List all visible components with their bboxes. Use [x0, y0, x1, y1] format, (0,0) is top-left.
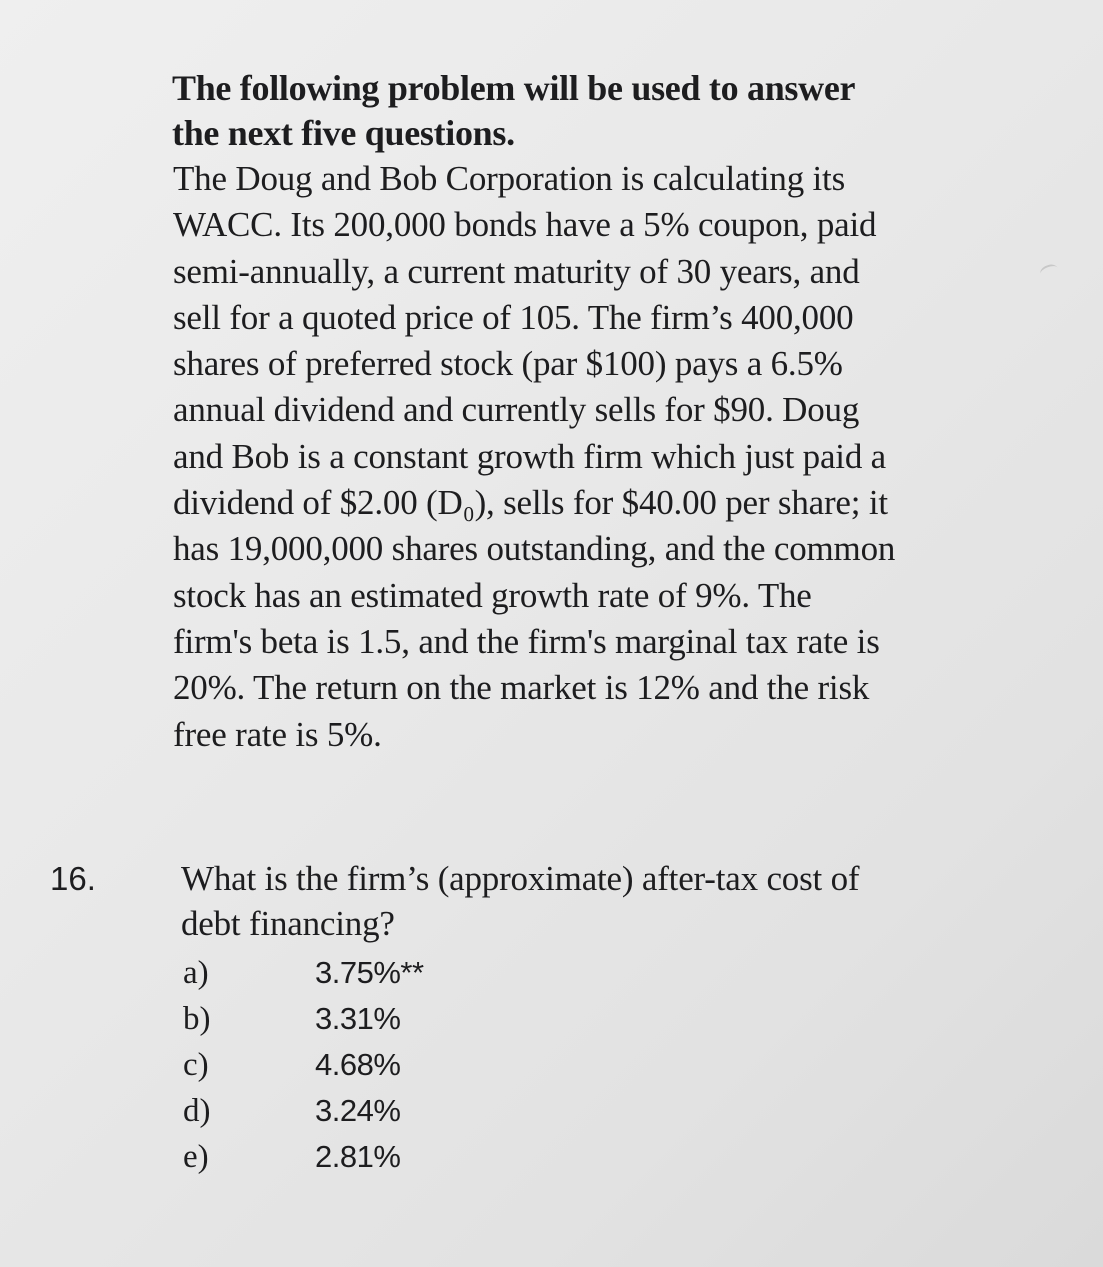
problem-line: annual dividend and currently sells for $90. Doug: [173, 390, 860, 430]
problem-line: free rate is 5%.: [173, 714, 382, 754]
answer-option-a: [183, 950, 583, 996]
problem-line: sell for a quoted price of 105. The firm’s 400,000: [173, 297, 854, 337]
option-letter: c): [183, 1046, 209, 1083]
option-value: 3.24%: [315, 1093, 401, 1128]
option-value: 4.68%: [315, 1047, 401, 1082]
option-letter: b): [183, 1000, 211, 1037]
question-line: debt financing?: [181, 904, 395, 943]
option-letter: a): [183, 954, 209, 991]
answer-option-e: [183, 1134, 583, 1180]
question-number: 16.: [50, 860, 96, 897]
heading-line: the next five questions.: [172, 113, 515, 153]
answer-option-c: [183, 1042, 583, 1088]
problem-line: shares of preferred stock (par $100) pays a 6.5%: [173, 344, 843, 384]
problem-line: The Doug and Bob Corporation is calculating its: [173, 159, 846, 198]
option-value: 3.31%: [315, 1001, 401, 1036]
problem-line: and Bob is a constant growth firm which just paid a: [173, 436, 887, 476]
option-letter: e): [183, 1138, 209, 1175]
problem-line: dividend of $2.00 (D₀), sells for $40.00 per share; it: [173, 483, 888, 523]
answer-option-d: [183, 1088, 583, 1134]
problem-statement: [173, 156, 1003, 758]
problem-line: stock has an estimated growth rate of 9%. The: [173, 575, 812, 615]
problem-line: WACC. Its 200,000 bonds have a 5% coupon, paid: [173, 205, 877, 245]
problem-line: firm's beta is 1.5, and the firm's marginal tax rate is: [173, 621, 880, 661]
option-value: 3.75%**: [315, 955, 424, 990]
option-letter: d): [183, 1092, 211, 1129]
problem-line: has 19,000,000 shares outstanding, and the common: [173, 529, 896, 569]
heading-line: The following problem will be used to answer: [172, 68, 856, 108]
answer-options: [183, 950, 583, 1180]
answer-option-b: [183, 996, 583, 1042]
question-text: [181, 856, 981, 946]
problem-line: 20%. The return on the market is 12% and the risk: [173, 668, 870, 708]
option-value: 2.81%: [315, 1139, 401, 1174]
problem-heading: [172, 66, 992, 156]
paper-mark: [1038, 262, 1059, 279]
question-line: What is the firm’s (approximate) after-tax cost of: [181, 859, 860, 898]
problem-line: semi-annually, a current maturity of 30 years, and: [173, 251, 860, 291]
